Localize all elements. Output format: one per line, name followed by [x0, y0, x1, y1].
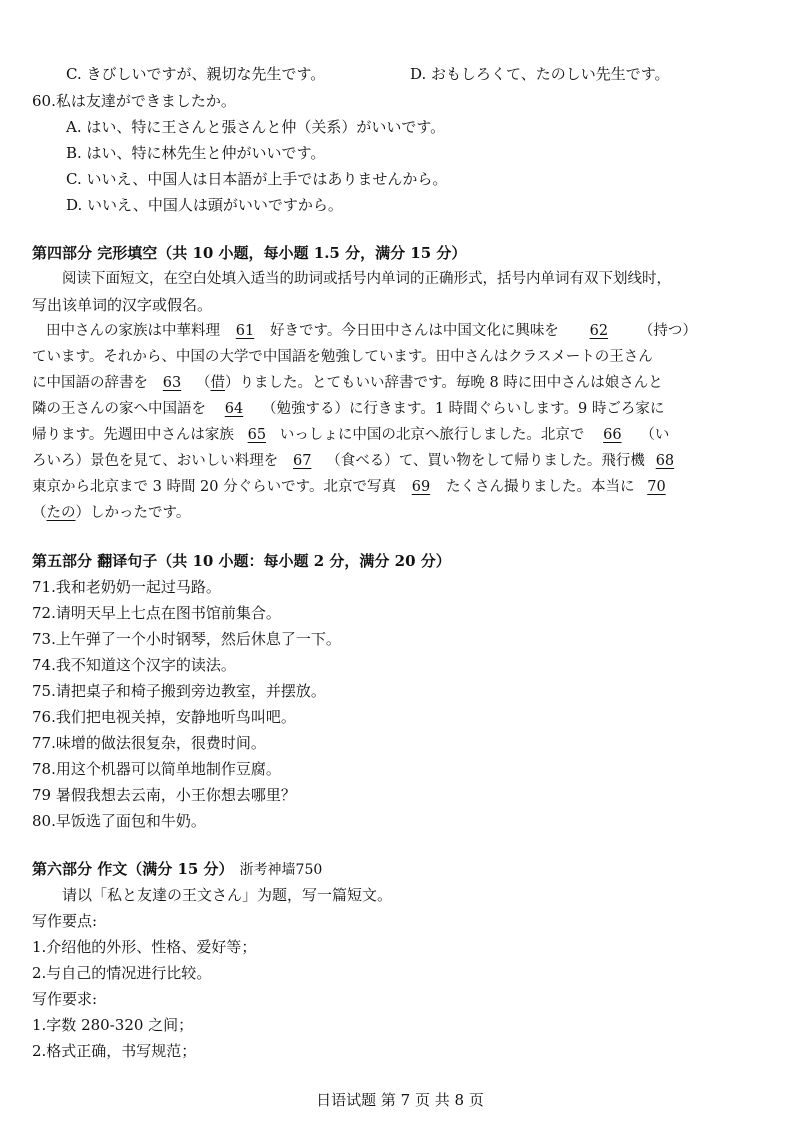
translation-item-80: 80.早饭选了面包和牛奶。	[32, 812, 206, 830]
part6-heading: 第六部分 作文（满分 15 分）	[32, 860, 234, 878]
point-1: 1.介绍他的外形、性格、爱好等；	[32, 938, 257, 956]
underlined-word-tano: たの	[46, 505, 76, 521]
translation-item-73: 73.上午弹了一个小时钢琴，然后休息了一下。	[32, 630, 341, 648]
translation-item-76: 76.我们把电视关掉，安静地听鸟叫吧。	[32, 708, 296, 726]
essay-prompt: 请以「私と友達の王文さん」为题，写一篇短文。	[62, 886, 393, 904]
translation-item-74: 74.我不知道这个汉字的读法。	[32, 656, 236, 674]
passage-line-3: に中国語の辞書を 63 （借）りました。とてもいい辞書です。毎晩 8 時に田中さんは娘さんと	[32, 375, 663, 391]
passage-line-1: 田中さんの家族は中華料理 61 好きです。今日田中さんは中国文化に興味を 62 （持つ）	[46, 323, 697, 339]
translation-item-78: 78.用这个机器可以简单地制作豆腐。	[32, 760, 281, 778]
blank-70: 70	[647, 479, 666, 495]
passage-line-4: 隣の王さんの家へ中国語を 64 （勉強する）に行きます。1 時間ぐらいします。9 時ごろ家に	[32, 401, 665, 417]
q60-option-b: B. はい、特に林先生と仲がいいです。	[66, 144, 326, 162]
part4-instruction-1: 阅读下面短文，在空白处填入适当的助词或括号内单词的正确形式，括号内单词有双下划线时，	[62, 271, 671, 287]
point-2: 2.与自己的情况进行比较。	[32, 964, 212, 982]
translation-item-72: 72.请明天早上七点在图书馆前集合。	[32, 604, 281, 622]
part6-heading-line	[32, 859, 322, 880]
passage-line-7: 東京から北京まで 3 時間 20 分ぐらいです。北京で写真 69 たくさん撮りました。本当に 70	[32, 477, 678, 497]
blank-61: 61	[235, 323, 255, 339]
q60-option-c: C. いいえ、中国人は日本語が上手ではありませんから。	[66, 170, 448, 188]
blank-64: 64	[224, 401, 244, 417]
passage-line-5: 帰ります。先週田中さんは家族 65 いっしょに中国の北京へ旅行しました。北京で 66 （い	[32, 427, 670, 443]
q59-option-d: D. おもしろくて、たのしい先生です。	[410, 65, 670, 83]
requirement-2: 2.格式正确，书写规范；	[32, 1042, 197, 1060]
blank-66: 66	[603, 427, 622, 443]
blank-65: 65	[247, 427, 267, 443]
watermark-text: 浙考神墙750	[239, 862, 323, 878]
blank-62: 62	[589, 323, 609, 339]
translation-item-77: 77.味增的做法很复杂，很费时间。	[32, 734, 266, 752]
q60-question: 60.私は友達ができましたか。	[32, 92, 236, 110]
blank-69: 69	[411, 479, 431, 495]
part4-heading: 第四部分 完形填空（共 10 小题，每小题 1.5 分，满分 15 分）	[32, 244, 467, 262]
q60-option-d: D. いいえ、中国人は頭がいいですから。	[66, 196, 343, 214]
blank-63: 63	[162, 375, 182, 391]
translation-item-71: 71.我和老奶奶一起过马路。	[32, 578, 221, 596]
translation-item-79: 79 暑假我想去云南，小王你想去哪里？	[32, 786, 296, 804]
part4-instruction-2: 写出该单词的汉字或假名。	[32, 296, 213, 314]
blank-68: 68	[655, 453, 675, 469]
requirement-1: 1.字数 280-320 之间；	[32, 1016, 194, 1034]
translation-item-75: 75.请把桌子和椅子搬到旁边教室，并摆放。	[32, 682, 326, 700]
blank-67: 67	[292, 453, 312, 469]
passage-line-2: ています。それから、中国の大学で中国語を勉強しています。田中さんはクラスメートの王さん	[32, 349, 653, 365]
underlined-word-kari: 借	[210, 375, 225, 391]
page-footer: 日语试题 第 7 页 共 8 页	[316, 1091, 484, 1109]
q59-option-c: C. きびしいですが、親切な先生です。	[66, 65, 326, 83]
points-title: 写作要点:	[32, 912, 98, 930]
passage-line-6: ろいろ）景色を見て、おいしい料理を 67 （食べる）て、買い物をして帰りました。飛行機 68	[32, 451, 685, 471]
part5-heading: 第五部分 翻译句子（共 10 小题：每小题 2 分，满分 20 分）	[32, 552, 451, 570]
requirements-title: 写作要求:	[32, 990, 98, 1008]
passage-line-8: （たの）しかったです。	[32, 505, 191, 521]
q60-option-a: A. はい、特に王さんと張さんと仲（关系）がいいです。	[66, 118, 446, 136]
